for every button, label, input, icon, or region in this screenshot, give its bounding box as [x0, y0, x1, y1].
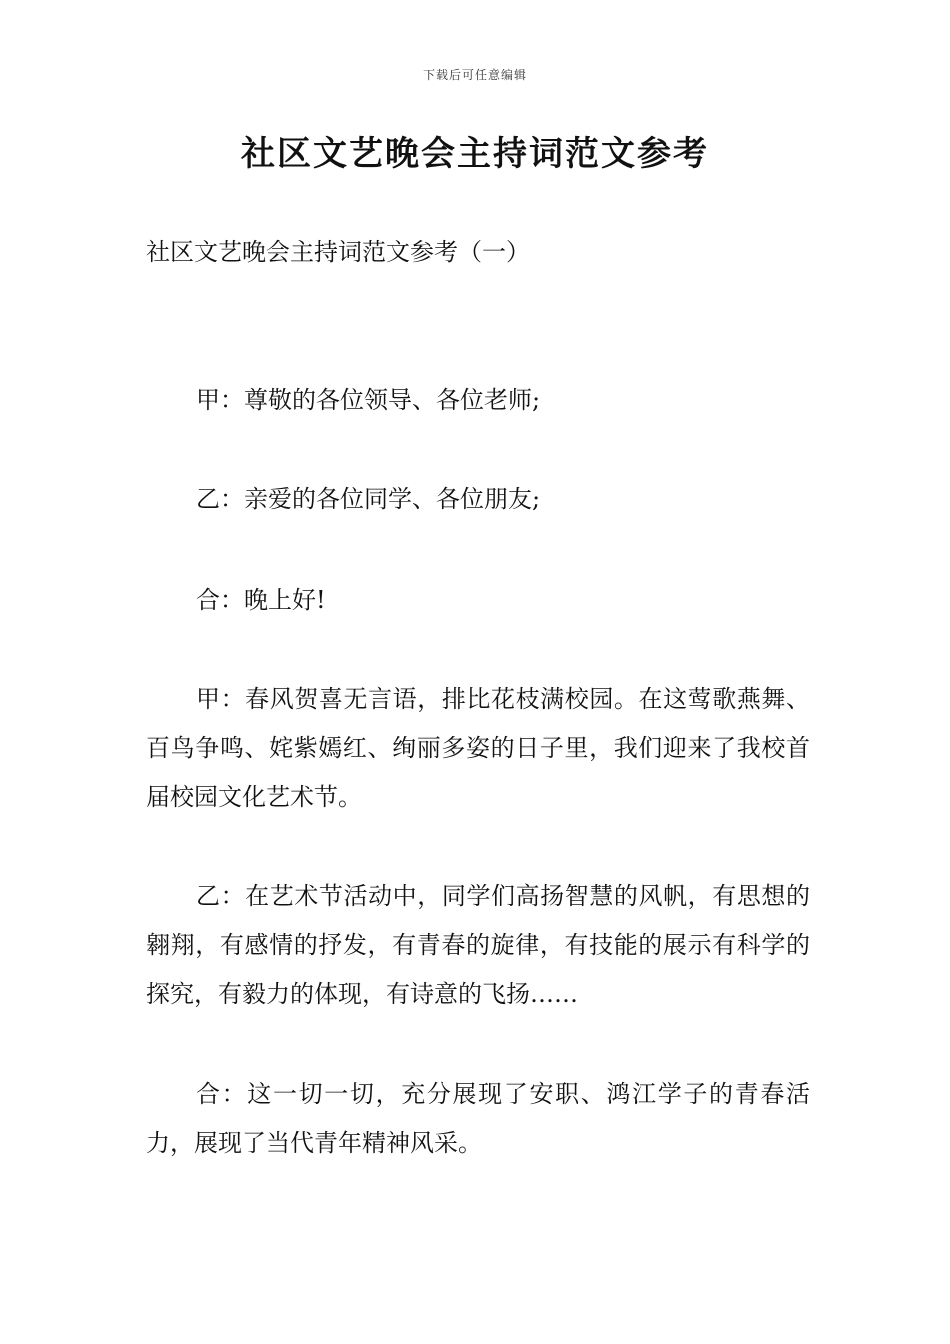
paragraph: 乙：在艺术节活动中，同学们高扬智慧的风帆，有思想的翱翔，有感情的抒发，有青春的旋律，有技能的展示有科学的探究，有毅力的体现，有诗意的飞扬……: [146, 882, 810, 1008]
paragraph: 甲：尊敬的各位领导、各位老师;: [196, 386, 541, 414]
paragraph: 合：这一切一切，充分展现了安职、鸿江学子的青春活力，展现了当代青年精神风采。: [146, 1080, 810, 1157]
paragraph: 乙：亲爱的各位同学、各位朋友;: [196, 485, 541, 513]
document-title: 社区文艺晚会主持词范文参考: [241, 134, 709, 174]
paragraph: 合：晚上好!: [196, 586, 326, 614]
document-subtitle: 社区文艺晚会主持词范文参考（一）: [146, 238, 530, 266]
paragraph: 甲：春风贺喜无言语，排比花枝满校园。在这莺歌燕舞、百鸟争鸣、姹紫嫣红、绚丽多姿的日子里，我们迎来了我校首届校园文化艺术节。: [146, 685, 810, 811]
header-note: 下载后可任意编辑: [422, 68, 527, 82]
